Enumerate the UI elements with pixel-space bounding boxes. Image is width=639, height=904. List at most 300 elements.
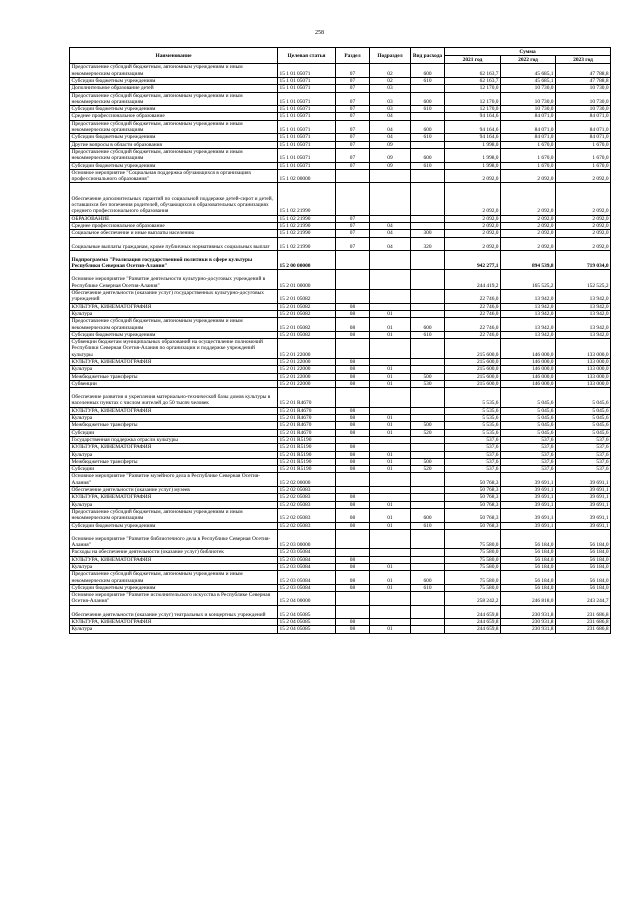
row-name: КУЛЬТУРА, КИНЕМАТОГРАФИЯ [70,358,278,365]
row-name: Субсидии [70,466,278,473]
amount-2023-cell: 537,6 [556,451,611,458]
amount-2021-cell: 75 580,0 [445,556,501,563]
row-name: Субсидии бюджетным учреждениям [70,522,278,529]
section-cell: 08 [336,564,370,571]
expense-type-cell [411,556,445,563]
target-article-cell: 15 2 02 05083 [278,494,336,501]
table-row [70,564,611,571]
expense-type-cell [411,388,445,408]
amount-2021-cell: 62 163,7 [445,78,501,85]
amount-2022-cell: 2 092,0 [501,230,556,237]
amount-2023-cell: 10 730,0 [556,85,611,92]
table-row [70,508,611,522]
subsection-cell [370,473,411,487]
section-cell: 07 [336,215,370,222]
amount-2023-cell: 5 045,6 [556,429,611,436]
amount-2023-cell: 56 184,0 [556,564,611,571]
amount-2022-cell: 10 730,0 [501,85,556,92]
amount-2021-cell: 244 659,8 [445,605,501,618]
amount-2023-cell: 231 686,8 [556,626,611,633]
expense-type-cell [411,626,445,633]
table-row [70,120,611,134]
amount-2022-cell: 2 092,0 [501,222,556,229]
expense-type-cell: 600 [411,92,445,106]
expense-type-cell [411,250,445,270]
section-cell: 07 [336,106,370,113]
amount-2021-cell: 2 092,0 [445,215,501,222]
amount-2021-cell: 244 659,8 [445,626,501,633]
subsection-cell [370,250,411,270]
amount-2021-cell: 94 164,6 [445,113,501,120]
amount-2023-cell: 56 184,0 [556,556,611,563]
amount-2021-cell: 75 580,0 [445,549,501,556]
section-cell: 08 [336,422,370,429]
amount-2021-cell: 50 768,3 [445,473,501,487]
table-row [70,494,611,501]
amount-2022-cell: 246 818,0 [501,592,556,606]
section-cell [336,250,370,270]
table-row [70,215,611,222]
subsection-cell: 01 [370,422,411,429]
row-name: Предоставление субсидий бюджетным, автономным учреждениям и иным некоммерческим организациям [70,571,278,585]
header-year-2023: 2023 год [556,56,611,64]
amount-2022-cell: 1 670,0 [501,141,556,148]
subsection-cell: 01 [370,318,411,332]
amount-2023-cell: 13 942,0 [556,318,611,332]
section-cell [336,592,370,606]
table-row [70,522,611,529]
amount-2023-cell: 537,6 [556,458,611,465]
row-name: Культура [70,366,278,373]
amount-2022-cell: 146 000,0 [501,366,556,373]
subsection-cell [370,436,411,443]
header-expense-type: Вид расхода [411,48,445,64]
amount-2021-cell: 50 768,3 [445,501,501,508]
table-row [70,169,611,183]
subsection-cell: 09 [370,141,411,148]
section-cell: 07 [336,148,370,162]
amount-2022-cell: 146 000,0 [501,358,556,365]
expense-type-cell: 610 [411,134,445,141]
table-row [70,415,611,422]
amount-2022-cell: 13 942,0 [501,290,556,304]
table-row [70,473,611,487]
amount-2022-cell: 5 045,6 [501,429,556,436]
section-cell [336,339,370,359]
row-name: Подпрограмма "Реализация государственной политики в сфере культуры Республики Северная Осетия-Алания" [70,250,278,270]
row-name: Субвенции [70,380,278,387]
row-name: Среднее профессиональное образование [70,113,278,120]
target-article-cell: 15 1 01 05071 [278,106,336,113]
row-name: Основное мероприятие "Развитие музейного дела в Республике Северная Осетия-Алания" [70,473,278,487]
target-article-cell: 15 2 01 05082 [278,310,336,317]
expense-type-cell: 610 [411,584,445,591]
amount-2022-cell: 230 931,8 [501,619,556,626]
subsection-cell: 01 [370,331,411,338]
amount-2023-cell: 537,6 [556,444,611,451]
table-row [70,529,611,549]
target-article-cell: 15 2 02 05083 [278,487,336,494]
amount-2023-cell: 39 691,1 [556,473,611,487]
table-row [70,366,611,373]
row-name: КУЛЬТУРА, КИНЕМАТОГРАФИЯ [70,303,278,310]
subsection-cell [370,487,411,494]
target-article-cell: 15 2 01 00000 [278,270,336,290]
section-cell: 07 [336,85,370,92]
expense-type-cell [411,564,445,571]
subsection-cell: 04 [370,113,411,120]
target-article-cell: 15 1 01 05071 [278,113,336,120]
amount-2023-cell: 39 691,1 [556,522,611,529]
table-header-row [70,48,611,56]
row-name: Субсидии бюджетным учреждениям [70,584,278,591]
subsection-cell [370,270,411,290]
section-cell: 08 [336,331,370,338]
table-row [70,85,611,92]
target-article-cell: 15 2 03 00000 [278,529,336,549]
section-cell: 08 [336,466,370,473]
target-article-cell: 15 2 04 05085 [278,626,336,633]
amount-2022-cell: 45 685,1 [501,78,556,85]
section-cell: 08 [336,451,370,458]
table-row [70,388,611,408]
amount-2022-cell: 84 071,0 [501,113,556,120]
subsection-cell [370,556,411,563]
subsection-cell: 01 [370,466,411,473]
row-name: Социальные выплаты гражданам, кроме публичных нормативных социальных выплат [70,237,278,250]
expense-type-cell [411,290,445,304]
section-cell [336,529,370,549]
target-article-cell: 15 2 01 R4670 [278,388,336,408]
header-name: Наименование [70,48,278,64]
subsection-cell: 01 [370,564,411,571]
amount-2021-cell: 75 580,0 [445,529,501,549]
amount-2021-cell: 2 092,0 [445,222,501,229]
table-row [70,619,611,626]
expense-type-cell: 500 [411,422,445,429]
amount-2023-cell: 39 691,1 [556,508,611,522]
row-name: ОБРАЗОВАНИЕ [70,215,278,222]
subsection-cell: 01 [370,373,411,380]
expense-type-cell [411,169,445,183]
header-year-2021: 2021 год [445,56,501,64]
expense-type-cell [411,222,445,229]
section-cell [336,605,370,618]
amount-2022-cell: 13 942,0 [501,303,556,310]
expense-type-cell: 600 [411,120,445,134]
expense-type-cell: 610 [411,162,445,169]
target-article-cell: 15 2 01 R4670 [278,422,336,429]
table-row [70,92,611,106]
amount-2023-cell: 537,6 [556,466,611,473]
table-row [70,162,611,169]
expense-type-cell [411,605,445,618]
row-name: Культура [70,415,278,422]
subsection-cell: 01 [370,584,411,591]
table-row [70,592,611,606]
amount-2022-cell: 84 071,0 [501,120,556,134]
table-row [70,339,611,359]
amount-2021-cell: 22 746,0 [445,290,501,304]
subsection-cell: 03 [370,106,411,113]
section-cell: 07 [336,78,370,85]
amount-2021-cell: 75 580,0 [445,564,501,571]
table-row [70,183,611,215]
amount-2023-cell: 2 092,0 [556,215,611,222]
amount-2022-cell: 2 092,0 [501,237,556,250]
amount-2022-cell: 230 931,8 [501,626,556,633]
subsection-cell: 09 [370,162,411,169]
target-article-cell: 15 2 01 R4670 [278,415,336,422]
section-cell: 07 [336,141,370,148]
expense-type-cell [411,85,445,92]
amount-2023-cell: 133 000,0 [556,358,611,365]
subsection-cell: 01 [370,380,411,387]
target-article-cell: 15 1 01 05071 [278,78,336,85]
amount-2023-cell: 2 092,0 [556,183,611,215]
target-article-cell: 15 2 02 00000 [278,473,336,487]
amount-2022-cell: 10 730,0 [501,92,556,106]
amount-2021-cell: 537,6 [445,466,501,473]
amount-2021-cell: 94 164,6 [445,134,501,141]
amount-2023-cell: 84 071,0 [556,134,611,141]
amount-2021-cell: 5 535,6 [445,407,501,414]
table-row [70,380,611,387]
row-name: Обеспечение развития и укрепления материально-технической базы домов культуры в населенных пунктах с числом жителей до 50 тысяч человек [70,388,278,408]
target-article-cell: 15 2 01 22000 [278,358,336,365]
amount-2021-cell: 94 164,6 [445,120,501,134]
expense-type-cell [411,270,445,290]
target-article-cell: 15 2 01 R4670 [278,407,336,414]
expense-type-cell: 500 [411,373,445,380]
table-row [70,78,611,85]
target-article-cell: 15 2 01 R5190 [278,436,336,443]
amount-2021-cell: 215 600,0 [445,358,501,365]
target-article-cell: 15 1 01 05071 [278,92,336,106]
amount-2023-cell: 13 942,0 [556,310,611,317]
amount-2022-cell: 537,6 [501,444,556,451]
target-article-cell: 15 1 01 05071 [278,141,336,148]
target-article-cell: 15 2 04 05085 [278,605,336,618]
section-cell: 08 [336,508,370,522]
section-cell: 08 [336,373,370,380]
row-name: Межбюджетные трансферты [70,422,278,429]
amount-2021-cell: 2 092,0 [445,230,501,237]
subsection-cell [370,444,411,451]
amount-2023-cell: 5 045,6 [556,407,611,414]
amount-2023-cell: 1 670,0 [556,162,611,169]
target-article-cell: 15 2 01 R4670 [278,429,336,436]
row-name: Культура [70,564,278,571]
subsection-cell: 04 [370,120,411,134]
amount-2022-cell: 39 691,1 [501,473,556,487]
expense-type-cell: 600 [411,64,445,78]
section-cell [336,290,370,304]
table-row [70,230,611,237]
amount-2022-cell: 537,6 [501,466,556,473]
table-row [70,270,611,290]
row-name: Дополнительное образование детей [70,85,278,92]
section-cell: 07 [336,237,370,250]
amount-2023-cell: 133 000,0 [556,339,611,359]
amount-2021-cell: 2 092,0 [445,183,501,215]
target-article-cell: 15 1 02 21990 [278,215,336,222]
amount-2022-cell: 56 184,0 [501,549,556,556]
subsection-cell: 01 [370,626,411,633]
target-article-cell: 15 1 01 05071 [278,120,336,134]
amount-2021-cell: 244 659,8 [445,619,501,626]
amount-2021-cell: 22 746,0 [445,331,501,338]
table-row [70,429,611,436]
amount-2021-cell: 244 419,2 [445,270,501,290]
amount-2021-cell: 537,6 [445,436,501,443]
expense-type-cell [411,113,445,120]
section-cell: 08 [336,501,370,508]
expense-type-cell: 500 [411,458,445,465]
row-name: Обеспечение деятельности (оказание услуг) театральных и концертных учреждений [70,605,278,618]
expense-type-cell [411,619,445,626]
amount-2022-cell: 165 525,2 [501,270,556,290]
amount-2023-cell: 537,6 [556,436,611,443]
subsection-cell: 01 [370,458,411,465]
table-row [70,148,611,162]
target-article-cell: 15 1 02 21990 [278,222,336,229]
amount-2023-cell: 231 686,8 [556,605,611,618]
row-name: Основное мероприятие "Развитие библиотечного дела в Республике Северная Осетия-Алания" [70,529,278,549]
row-name: Предоставление субсидий бюджетным, автономным учреждениям и иным некоммерческим организациям [70,120,278,134]
target-article-cell: 15 2 03 05084 [278,549,336,556]
amount-2021-cell: 215 600,0 [445,380,501,387]
section-cell [336,473,370,487]
amount-2022-cell: 146 000,0 [501,339,556,359]
row-name: Субвенции бюджетам муниципальных образований на осуществление полномочий Республики Северная Осетия-Алания по организации и поддержке учреждений культуры [70,339,278,359]
amount-2023-cell: 719 034,0 [556,250,611,270]
table-row [70,106,611,113]
subsection-cell: 01 [370,508,411,522]
amount-2021-cell: 215 600,0 [445,373,501,380]
expense-type-cell [411,549,445,556]
row-name: Субсидии бюджетным учреждениям [70,134,278,141]
target-article-cell: 15 2 01 R5190 [278,451,336,458]
target-article-cell: 15 2 03 05084 [278,584,336,591]
section-cell [336,549,370,556]
amount-2022-cell: 13 942,0 [501,310,556,317]
target-article-cell: 15 2 02 05083 [278,501,336,508]
expense-type-cell [411,310,445,317]
target-article-cell: 15 2 02 05083 [278,522,336,529]
table-row [70,407,611,414]
row-name: Основное мероприятие "Развитие деятельности культурно-досуговых учреждений в Республике Северная Осетия-Алания" [70,270,278,290]
target-article-cell: 15 2 04 00000 [278,592,336,606]
expense-type-cell [411,529,445,549]
expense-type-cell [411,494,445,501]
target-article-cell: 15 1 02 00000 [278,169,336,183]
table-body [70,64,611,633]
amount-2022-cell: 537,6 [501,451,556,458]
amount-2022-cell: 56 184,0 [501,584,556,591]
table-row [70,571,611,585]
expense-type-cell: 520 [411,466,445,473]
amount-2023-cell: 5 045,6 [556,422,611,429]
amount-2022-cell: 537,6 [501,458,556,465]
target-article-cell: 15 1 01 05071 [278,148,336,162]
section-cell: 08 [336,429,370,436]
amount-2021-cell: 22 746,0 [445,310,501,317]
table-row [70,556,611,563]
table-row [70,626,611,633]
table-row [70,113,611,120]
amount-2021-cell: 50 768,3 [445,522,501,529]
expense-type-cell: 520 [411,429,445,436]
amount-2022-cell: 56 184,0 [501,571,556,585]
amount-2022-cell: 13 942,0 [501,318,556,332]
row-name: Культура [70,501,278,508]
subsection-cell [370,183,411,215]
header-target-article: Целевая статья [278,48,336,64]
table-row [70,501,611,508]
amount-2021-cell: 537,6 [445,451,501,458]
table-row [70,605,611,618]
header-section: Раздел [336,48,370,64]
row-name: КУЛЬТУРА, КИНЕМАТОГРАФИЯ [70,619,278,626]
amount-2022-cell: 146 000,0 [501,380,556,387]
target-article-cell: 15 2 03 05084 [278,564,336,571]
table-row [70,549,611,556]
section-cell: 07 [336,92,370,106]
row-name: Субсидии бюджетным учреждениям [70,162,278,169]
subsection-cell [370,529,411,549]
expense-type-cell [411,444,445,451]
row-name: Предоставление субсидий бюджетным, автономным учреждениям и иным некоммерческим организациям [70,148,278,162]
subsection-cell [370,619,411,626]
table-row [70,358,611,365]
expense-type-cell: 530 [411,380,445,387]
table-row [70,141,611,148]
subsection-cell: 01 [370,571,411,585]
amount-2023-cell: 13 942,0 [556,331,611,338]
row-name: Другие вопросы в области образования [70,141,278,148]
row-name: Субсидии бюджетным учреждениям [70,331,278,338]
section-cell [336,169,370,183]
amount-2021-cell: 942 277,1 [445,250,501,270]
expense-type-cell [411,183,445,215]
amount-2023-cell: 243 244,7 [556,592,611,606]
row-name: Субсидии бюджетным учреждениям [70,78,278,85]
expense-type-cell: 600 [411,508,445,522]
subsection-cell: 01 [370,522,411,529]
row-name: КУЛЬТУРА, КИНЕМАТОГРАФИЯ [70,494,278,501]
expense-type-cell [411,473,445,487]
expense-type-cell [411,592,445,606]
subsection-cell [370,303,411,310]
target-article-cell: 15 1 01 05071 [278,162,336,169]
subsection-cell [370,169,411,183]
row-name: Основное мероприятие "Социальная поддержка обучающихся в организациях профессионального образования" [70,169,278,183]
expense-type-cell [411,141,445,148]
table-row [70,331,611,338]
amount-2021-cell: 2 092,0 [445,169,501,183]
row-name: Среднее профессиональное образование [70,222,278,229]
amount-2022-cell: 56 184,0 [501,564,556,571]
amount-2023-cell: 1 670,0 [556,148,611,162]
target-article-cell: 15 2 01 R5190 [278,466,336,473]
table-row [70,134,611,141]
section-cell [336,388,370,408]
amount-2023-cell: 84 071,0 [556,120,611,134]
header-sum: Сумма [445,48,611,56]
section-cell: 08 [336,380,370,387]
row-name: Обеспечение деятельности (оказание услуг) государственных культурно-досуговых учреждений [70,290,278,304]
